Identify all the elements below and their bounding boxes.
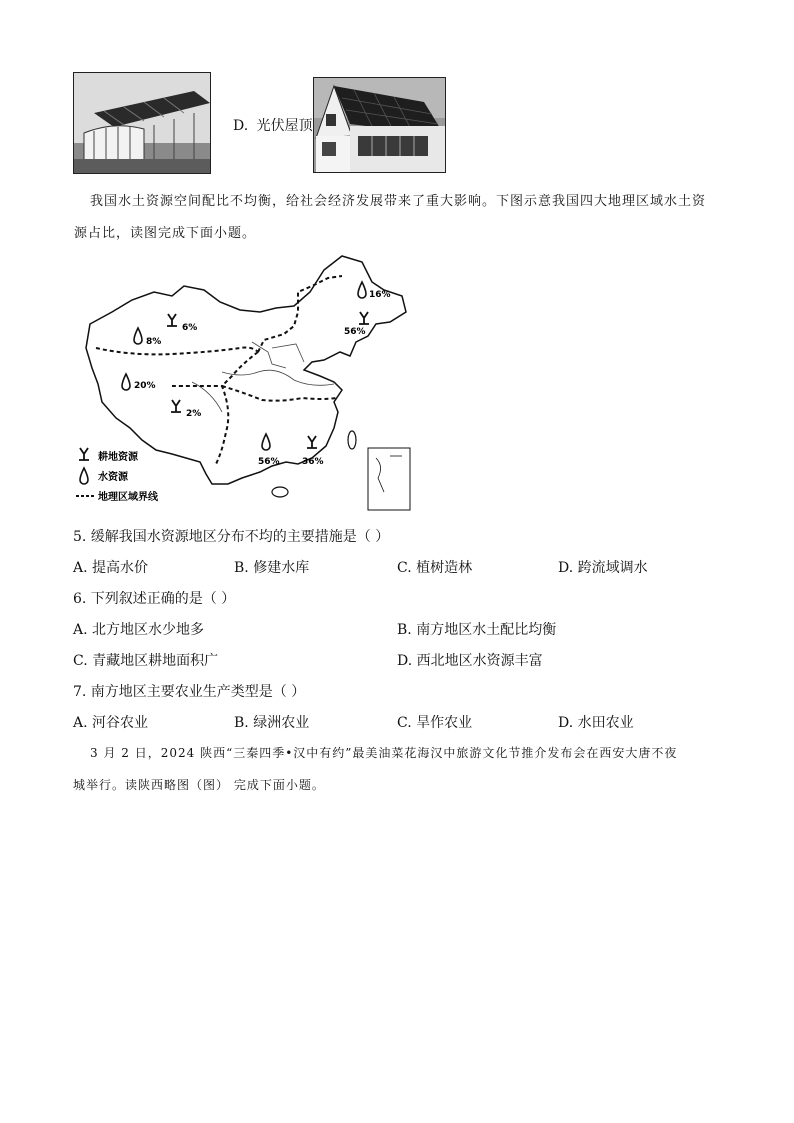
- q5-option-c[interactable]: C. 植树造林: [397, 560, 473, 576]
- northwest-land-icon: [167, 314, 177, 326]
- q5-option-d[interactable]: D. 跨流域调水: [558, 560, 648, 576]
- south-sea-inset: [368, 448, 410, 510]
- q6-option-c[interactable]: C. 青藏地区耕地面积广: [73, 653, 219, 669]
- option-d-top: [233, 115, 313, 135]
- south-land-icon: [307, 436, 317, 448]
- legend-water-icon: [80, 468, 88, 484]
- south-water-icon: [262, 434, 270, 450]
- taiwan-island: [348, 431, 356, 449]
- q5-option-b[interactable]: B. 修建水库: [234, 560, 310, 576]
- hainan-island: [272, 487, 288, 497]
- outro-line-2: 城举行。读陕西略图（图） 完成下面小题。: [73, 778, 325, 792]
- solar-roof-house-photo: [313, 77, 446, 173]
- question-5-stem: 5. 缓解我国水资源地区分布不均的主要措施是（ ）: [73, 529, 390, 545]
- northeast-water-icon: [358, 282, 366, 298]
- qinghai-tibet-water-icon: [122, 374, 130, 390]
- q6-option-a[interactable]: A. 北方地区水少地多: [73, 622, 205, 638]
- outro-paragraph: [73, 737, 740, 801]
- question-7-stem: 7. 南方地区主要农业生产类型是（ ）: [73, 684, 306, 700]
- greenhouse-solar-photo: [73, 72, 211, 174]
- northwest-water-icon: [134, 328, 142, 344]
- qinghai-tibet-land-value: 2%: [186, 409, 202, 419]
- legend-land-icon: [79, 448, 89, 460]
- legend-land-label: 耕地资源: [98, 452, 138, 463]
- northeast-land-value: 56%: [344, 327, 366, 337]
- option-d-label: 光伏屋顶: [256, 118, 313, 134]
- q7-option-a[interactable]: A. 河谷农业: [73, 715, 149, 731]
- intro-line-1: 我国水土资源空间配比不均衡，给社会经济发展带来了重大影响。下图示意我国四大地理区域水土资: [90, 194, 707, 209]
- northeast-land-icon: [359, 312, 369, 324]
- legend-boundary-label: 地理区域界线: [98, 492, 158, 503]
- legend-water-label: 水资源: [98, 472, 128, 483]
- outro-line-1: 3 月 2 日，2024 陕西“三秦四季•汉中有约”最美油菜花海汉中旅游文化节推介发布会在西安大唐不夜: [90, 746, 678, 760]
- option-d-letter: D.: [233, 118, 249, 134]
- northeast-water-value: 16%: [369, 290, 391, 300]
- qinghai-tibet-water-value: 20%: [134, 381, 156, 391]
- south-water-value: 56%: [258, 457, 280, 467]
- northwest-land-value: 6%: [182, 323, 198, 333]
- q5-option-a[interactable]: A. 提高水价: [73, 560, 149, 576]
- q6-option-d[interactable]: D. 西北地区水资源丰富: [397, 653, 543, 669]
- q7-option-c[interactable]: C. 旱作农业: [397, 715, 473, 731]
- q6-option-b[interactable]: B. 南方地区水土配比均衡: [397, 622, 557, 638]
- northwest-water-value: 8%: [146, 337, 162, 347]
- south-land-value: 36%: [302, 457, 324, 467]
- intro-paragraph: [74, 186, 730, 250]
- q7-option-b[interactable]: B. 绿洲农业: [234, 715, 310, 731]
- intro-line-2: 源占比，读图完成下面小题。: [74, 226, 257, 241]
- q7-option-d[interactable]: D. 水田农业: [558, 715, 634, 731]
- qinghai-tibet-land-icon: [171, 400, 181, 412]
- china-water-land-map: [72, 252, 417, 512]
- question-6-stem: 6. 下列叙述正确的是（ ）: [73, 591, 236, 607]
